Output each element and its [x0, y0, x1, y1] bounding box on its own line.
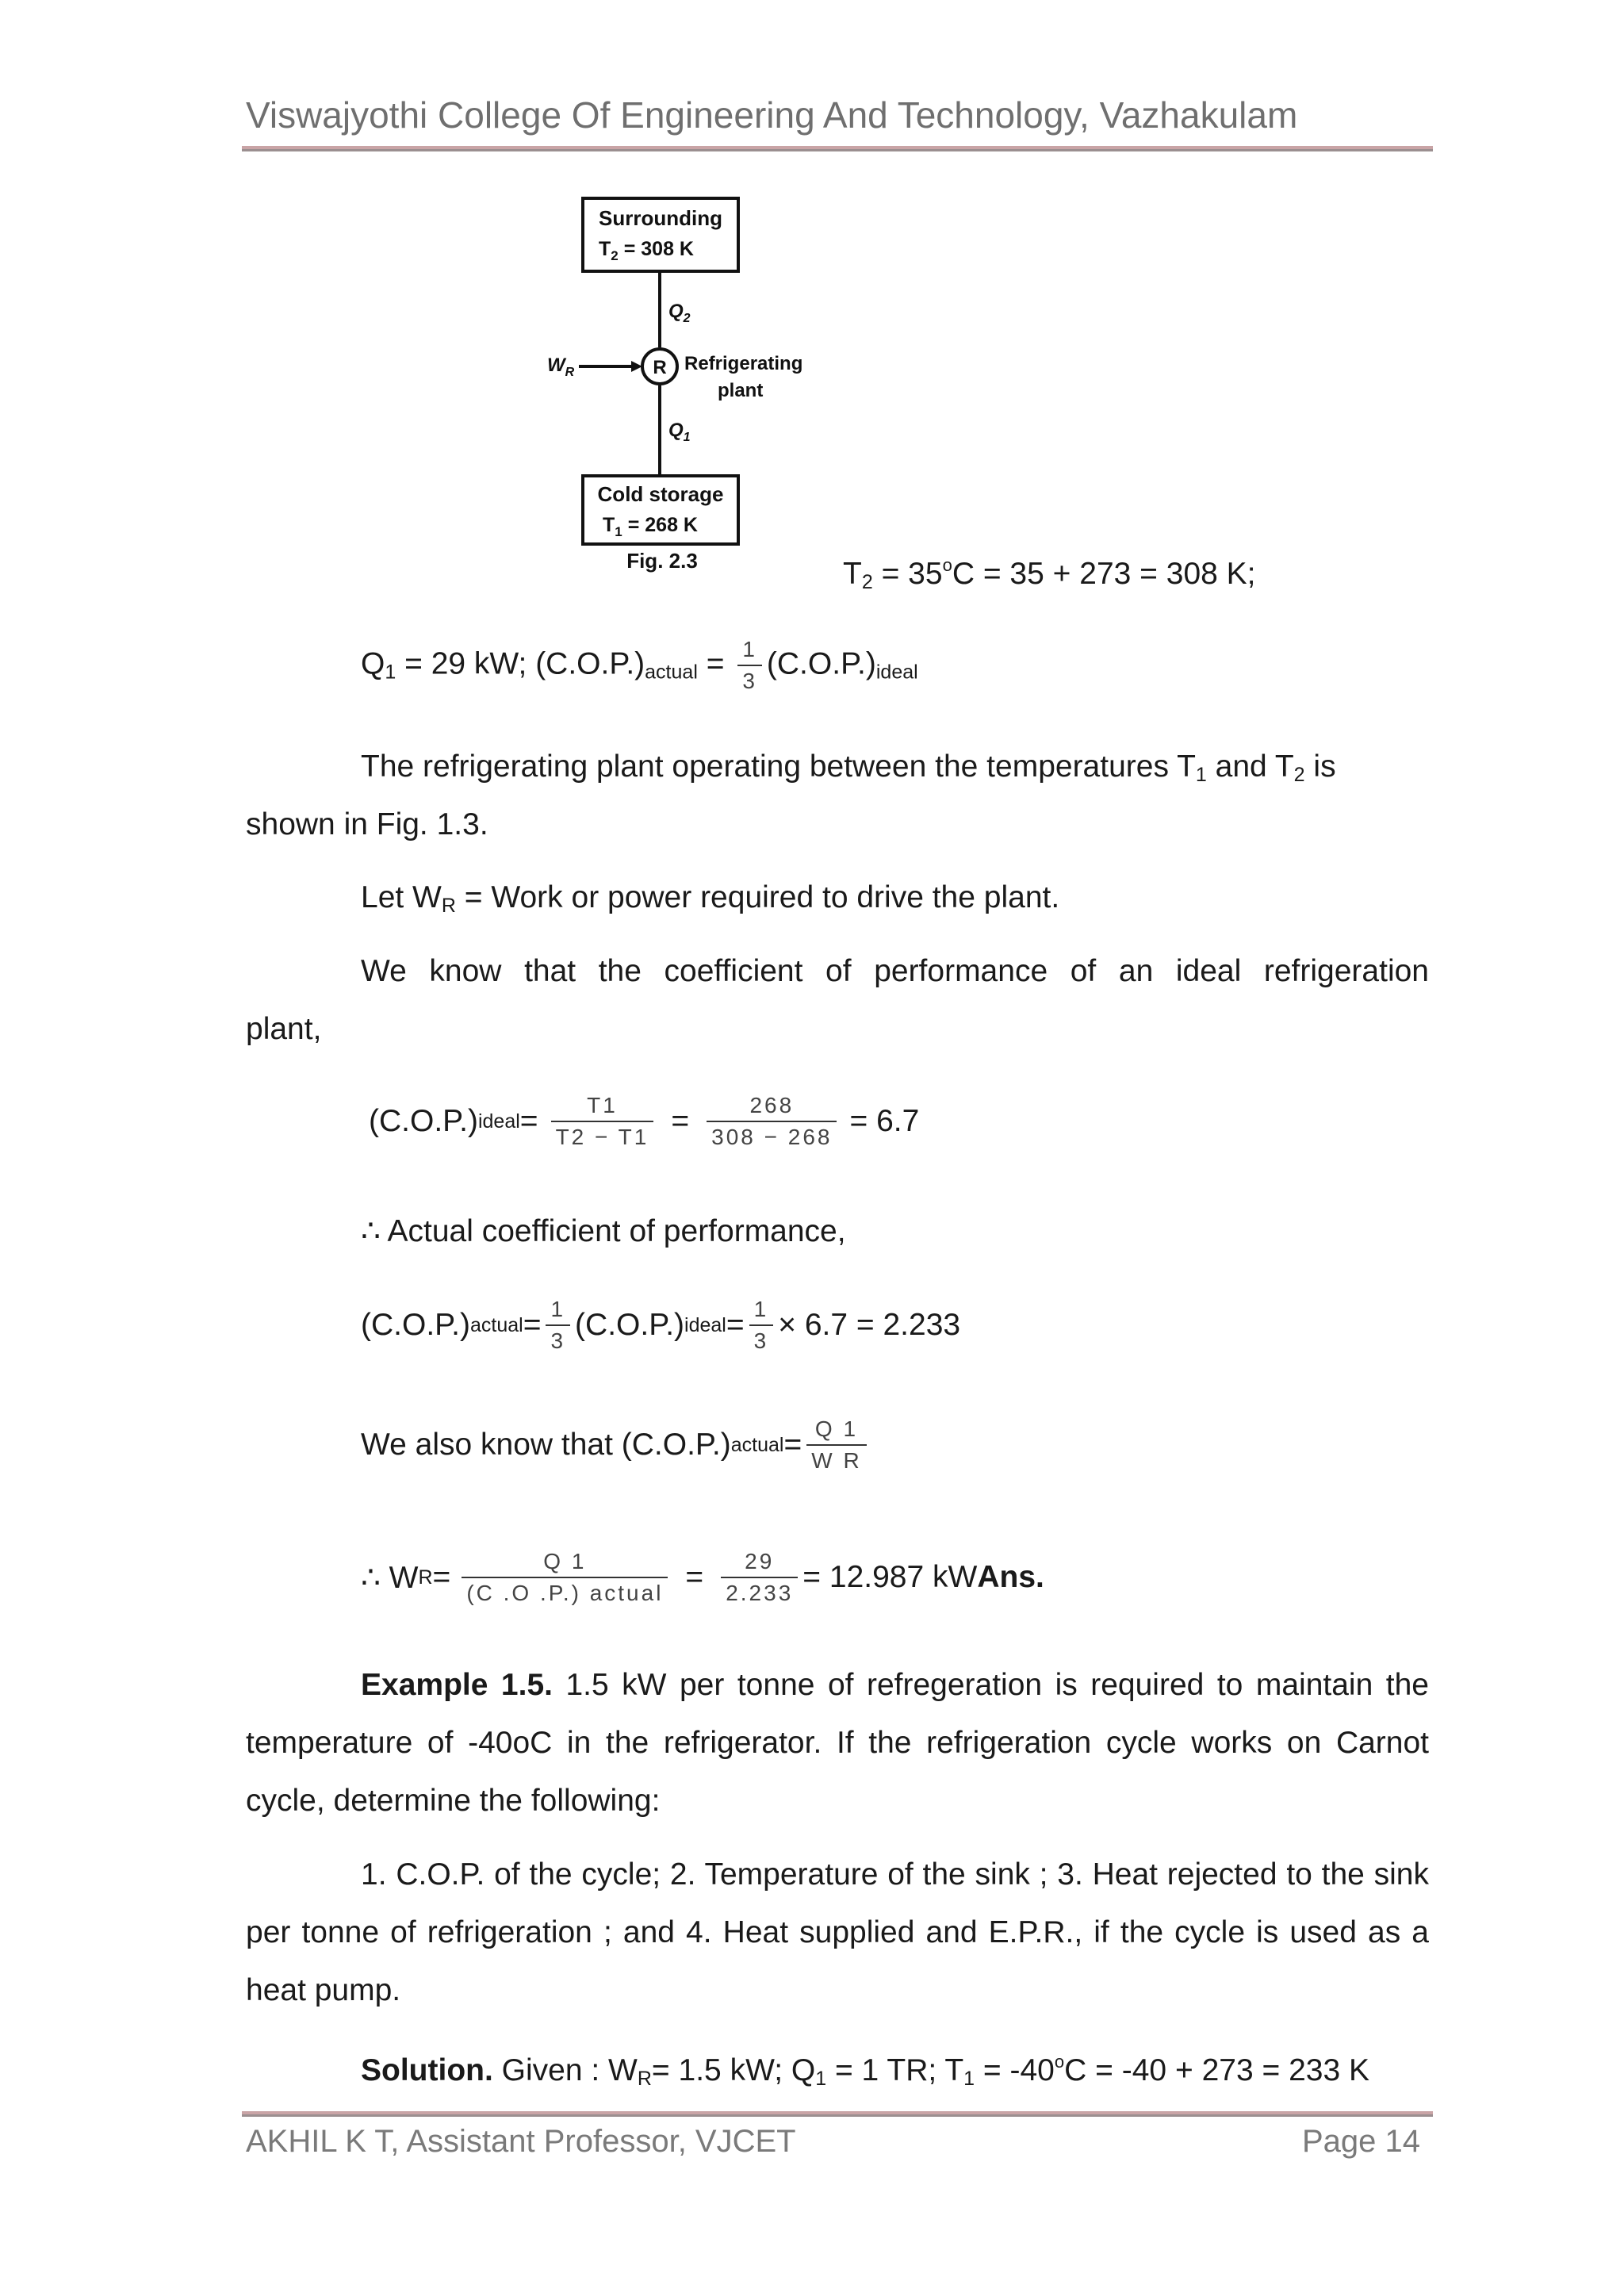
footer-author: AKHIL K T, Assistant Professor, VJCET: [246, 2124, 796, 2159]
header-rule: [242, 146, 1433, 151]
therefore-line: ∴ Actual coefficient of performance,: [361, 1214, 846, 1248]
fraction: $\frac{T1}{T2 - T1}$: [551, 1091, 654, 1152]
fraction: $\frac{268}{308 - 268}$: [707, 1091, 837, 1152]
footer-rule: [242, 2111, 1433, 2117]
wr-label: $W_R$: [547, 355, 575, 379]
t2-equation: $T_2 = 35^oC = 35 + 273 = 308$ K;: [843, 555, 1256, 593]
refrigeration-diagram-svg: [539, 190, 841, 587]
plant-label-line2: plant: [718, 380, 764, 401]
cold-storage-label: Cold storage: [597, 482, 724, 506]
we-know-line1: We know that the coefficient of performance of an ideal refrigeration: [361, 954, 1429, 988]
paragraph-1-line1: The refrigerating plant operating between the temperatures $T_1$ and $T_2$ is: [361, 749, 1336, 786]
cop-ideal-equation: (C.O.P.) ideal = $\frac{T1}{T2 - T1}$ = $\frac{268}{308 - 268}$ = 6.7: [369, 1091, 919, 1152]
fraction: $\frac{1}{3}$: [737, 634, 762, 696]
r-label: R: [653, 357, 667, 378]
we-know-line2: plant,: [246, 1012, 322, 1046]
q1-equation: $Q_1 = 29$ kW; $(C.O.P.)_{actual}$ = $\frac{1}{3}$ $(C.O.P.)_{ideal}$: [361, 634, 918, 696]
surrounding-label: Surrounding: [599, 206, 722, 230]
example-paragraph: Example 1.5. 1.5 kW per tonne of refregeration is required to maintain the temperature of -40oC in the refrigerator. If the refrigeration cycle works on Carnot cycle, determine the following:: [246, 1668, 1429, 1818]
fraction: $\frac{1}{3}$: [546, 1294, 570, 1356]
figure-caption: Fig. 2.3: [626, 549, 698, 573]
wr-equation: ∴ W R = $\frac{Q 1}{\text{(C .O .P.) actual}}$ = $\frac{29}{2.233}$ = 12.987 kW Ans.: [361, 1547, 1044, 1608]
surrounding-temp: $T_2 = 308$ K: [599, 238, 694, 263]
footer-page-number: Page 14: [1302, 2124, 1421, 2159]
figure-refrigeration-diagram: [539, 190, 841, 587]
solution-line: Solution. Given : $W_R= 1.5$ kW; $Q_1 = 1$ TR; $T_1 = -40^oC = -40 + 273 = 233$ K: [361, 2052, 1369, 2090]
paragraph-1-line2: shown in Fig. 1.3.: [246, 807, 488, 841]
also-know-equation: We also know that (C.O.P.) actual = $\frac{Q 1}{\text{W R}}$: [361, 1414, 871, 1476]
q1-label: $Q_1$: [668, 420, 691, 444]
plant-label-line1: Refrigerating: [684, 353, 803, 374]
fraction: $\frac{29}{2.233}$: [721, 1547, 798, 1608]
fraction: $\frac{Q 1}{\text{W R}}$: [806, 1414, 866, 1476]
fraction: $\frac{Q 1}{\text{(C .O .P.) actual}}$: [462, 1547, 668, 1608]
cop-actual-equation: (C.O.P.) actual = $\frac{1}{3}$ (C.O.P.) ideal = $\frac{1}{3}$ × 6.7 = 2.233: [361, 1294, 960, 1356]
question-list-paragraph: 1. C.O.P. of the cycle; 2. Temperature of the sink ; 3. Heat rejected to the sink per tonne of refrigeration ; and 4. Heat supplied and E.P.R., if the cycle is used as a heat pump.: [246, 1857, 1429, 2007]
q2-label: $Q_2$: [668, 301, 691, 325]
header-title: Viswajyothi College Of Engineering And Technology, Vazhakulam: [246, 94, 1298, 136]
let-wr-line: Let $W_R$ = Work or power required to drive the plant.: [361, 880, 1060, 917]
fraction: $\frac{1}{3}$: [749, 1294, 774, 1356]
cold-storage-temp: $T_1 = 268$ K: [603, 514, 698, 539]
wr-arrow-icon: [631, 361, 642, 372]
